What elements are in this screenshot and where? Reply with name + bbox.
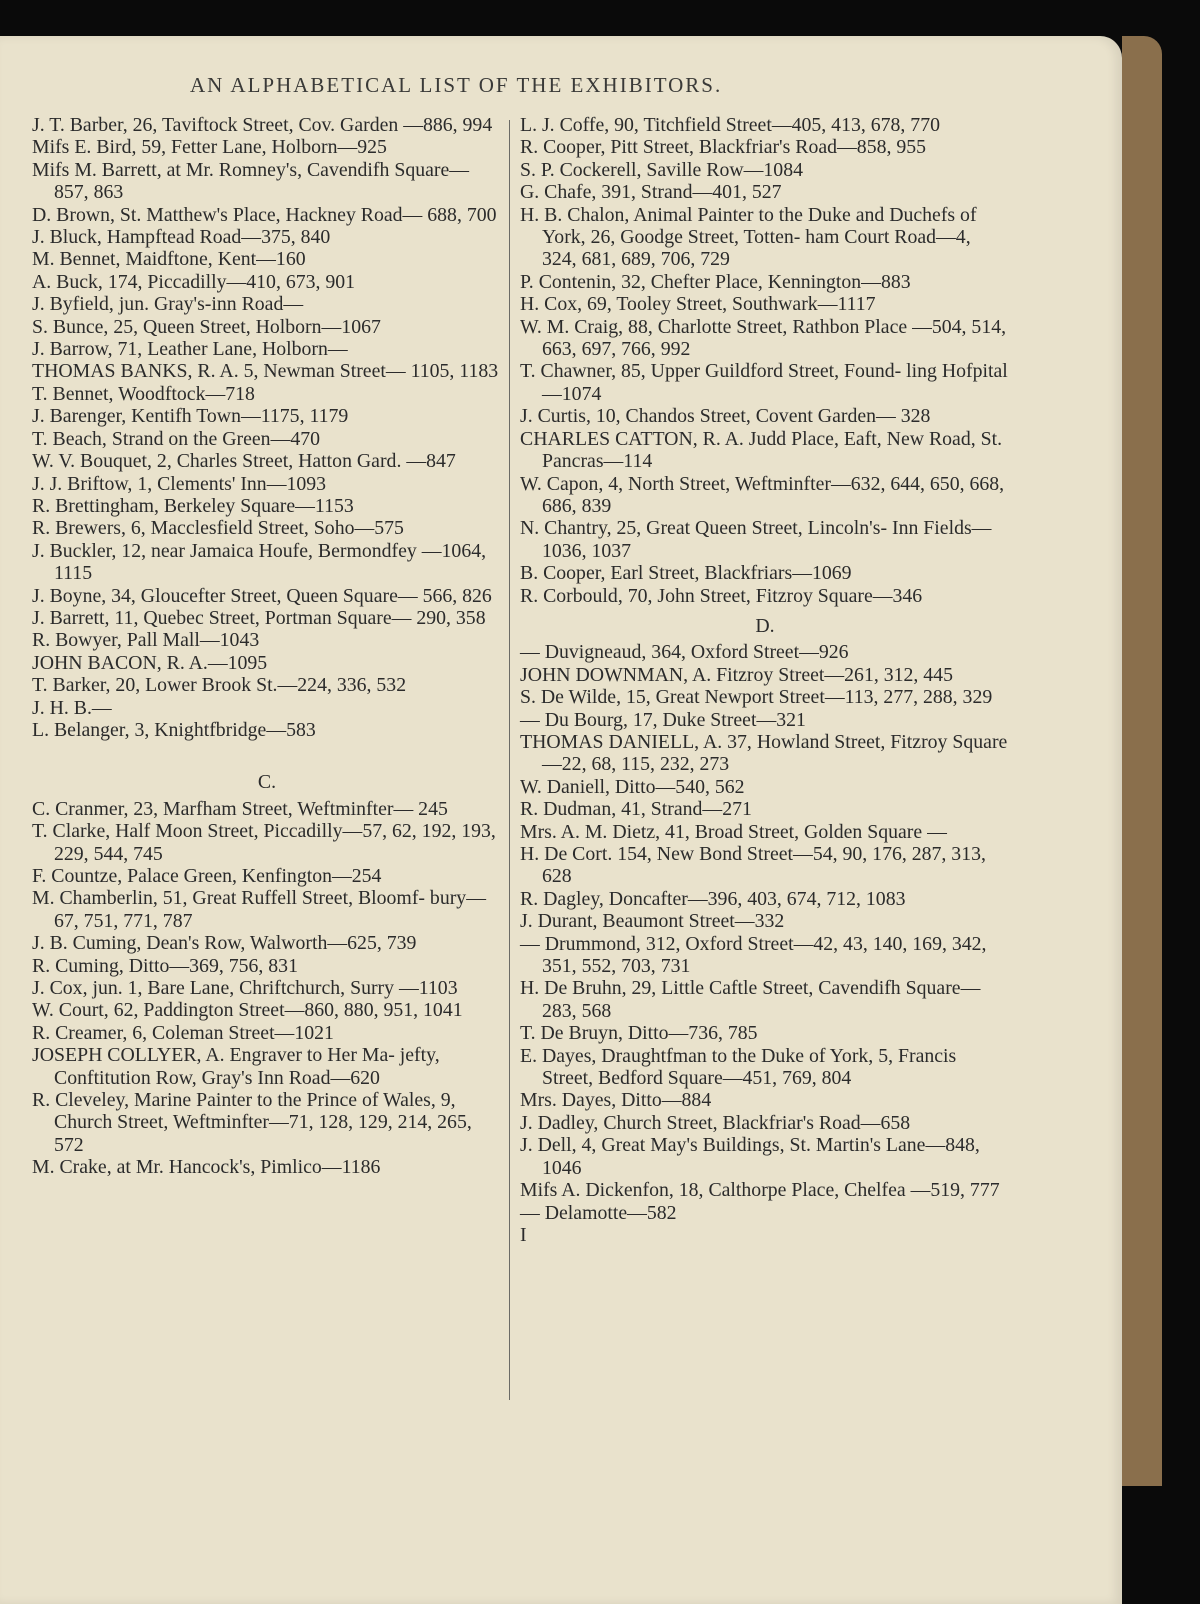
exhibitor-entry: R. Dagley, Doncafter—396, 403, 674, 712, 1083 [520, 887, 906, 910]
column-divider [509, 120, 510, 1400]
exhibitor-entry: W. V. Bouquet, 2, Charles Street, Hatton Gard. —847 [32, 450, 456, 473]
exhibitor-entry: M. Bennet, Maidftone, Kent—160 [32, 248, 306, 271]
exhibitor-entry: R. Cleveley, Marine Painter to the Prince of Wales, 9, Church Street, Weftminfter—71, 128, 129, 214, 265, 572 [32, 1089, 472, 1156]
exhibitor-entry: — Du Bourg, 17, Duke Street—321 [520, 708, 806, 731]
exhibitor-entry: J. Barrett, 11, Quebec Street, Portman Square— 290, 358 [32, 606, 486, 629]
exhibitor-entry: J. Dell, 4, Great May's Buildings, St. Martin's Lane—848, 1046 [520, 1134, 980, 1179]
exhibitor-entry: J. H. B.— [32, 696, 112, 719]
exhibitor-entry: THOMAS BANKS, R. A. 5, Newman Street— 1105, 1183 [32, 360, 499, 383]
exhibitor-entry: T. Bennet, Woodftock—718 [32, 382, 255, 405]
exhibitor-entry: J. Buckler, 12, near Jamaica Houfe, Bermondfey —1064, 1115 [32, 539, 487, 585]
exhibitor-entry: L. J. Coffe, 90, Titchfield Street—405, 413, 678, 770 [520, 114, 940, 136]
exhibitor-entry: J. B. Cuming, Dean's Row, Walworth—625, 739 [32, 932, 417, 955]
exhibitor-entry: H. B. Chalon, Animal Painter to the Duke and Duchefs of York, 26, Goodge Street, Totten- ham Court Road—4, 324, 681, 689, 706, 729 [520, 203, 977, 271]
exhibitor-entry: R. Brettingham, Berkeley Square—1153 [32, 494, 354, 517]
book-cover-edge [1122, 36, 1162, 1486]
exhibitor-entry: S. De Wilde, 15, Great Newport Street—113, 277, 288, 329 [520, 686, 993, 709]
exhibitor-entry: Mifs E. Bird, 59, Fetter Lane, Holborn—925 [32, 136, 387, 159]
exhibitor-entry: F. Countze, Palace Green, Kenfington—254 [32, 865, 382, 887]
exhibitor-entry: H. De Bruhn, 29, Little Caftle Street, Cavendifh Square—283, 568 [520, 977, 981, 1022]
exhibitor-entry: P. Contenin, 32, Chefter Place, Kennington—883 [520, 270, 911, 293]
exhibitor-entry: T. De Bruyn, Ditto—736, 785 [520, 1022, 758, 1045]
exhibitor-entry: I [520, 1223, 527, 1246]
exhibitor-entry: J. Dadley, Church Street, Blackfriar's Road—658 [520, 1111, 911, 1134]
section-letter-heading: C. [257, 771, 277, 794]
exhibitor-entry: W. Capon, 4, North Street, Weftminfter—632, 644, 650, 668, 686, 839 [520, 472, 1005, 517]
exhibitor-entry: R. Creamer, 6, Coleman Street—1021 [32, 1021, 334, 1044]
exhibitor-entry: — Delamotte—582 [520, 1201, 677, 1224]
exhibitor-entry: C. Cranmer, 23, Marfham Street, Weftminfter— 245 [32, 797, 448, 820]
exhibitor-entry: E. Dayes, Draughtfman to the Duke of York, 5, Francis Street, Bedford Square—451, 769, 804 [520, 1044, 957, 1090]
spacer [32, 741, 502, 763]
exhibitor-entry: T. Clarke, Half Moon Street, Piccadilly—57, 62, 192, 193, 229, 544, 745 [32, 820, 496, 865]
page-header: AN ALPHABETICAL LIST OF THE EXHIBITORS. [190, 73, 723, 97]
exhibitor-entry: S. Bunce, 25, Queen Street, Holborn—1067 [32, 315, 381, 338]
exhibitor-entry: CHARLES CATTON, R. A. Judd Place, Eaft, New Road, St. Pancras—114 [520, 427, 1003, 473]
exhibitor-entry: — Duvigneaud, 364, Oxford Street—926 [520, 641, 849, 664]
exhibitor-entry: Mrs. Dayes, Ditto—884 [520, 1089, 712, 1112]
right-column [520, 114, 1010, 1246]
exhibitor-entry: G. Chafe, 391, Strand—401, 527 [520, 181, 782, 204]
exhibitor-entry: D. Brown, St. Matthew's Place, Hackney Road— 688, 700 [32, 203, 497, 226]
exhibitor-entry: — Drummond, 312, Oxford Street—42, 43, 140, 169, 342, 351, 552, 703, 731 [520, 932, 987, 978]
exhibitor-entry: R. Corbould, 70, John Street, Fitzroy Square—346 [520, 584, 923, 607]
exhibitor-entry: JOHN DOWNMAN, A. Fitzroy Street—261, 312, 445 [520, 663, 953, 686]
exhibitor-entry: T. Beach, Strand on the Green—470 [32, 427, 321, 450]
exhibitor-entry: S. P. Cockerell, Saville Row—1084 [520, 158, 803, 181]
exhibitor-entry: Mifs A. Dickenfon, 18, Calthorpe Place, Chelfea —519, 777 [520, 1179, 1000, 1202]
exhibitor-entry: THOMAS DANIELL, A. 37, Howland Street, Fitzroy Square—22, 68, 115, 232, 273 [520, 730, 1008, 776]
left-column [32, 114, 502, 1179]
exhibitor-entry: M. Crake, at Mr. Hancock's, Pimlico—1186 [32, 1156, 381, 1179]
exhibitor-entry: R. Bowyer, Pall Mall—1043 [32, 629, 260, 652]
exhibitor-entry: W. Daniell, Ditto—540, 562 [520, 775, 745, 798]
exhibitor-entry: W. M. Craig, 88, Charlotte Street, Rathbon Place —504, 514, 663, 697, 766, 992 [520, 315, 1007, 361]
exhibitor-entry: Mifs M. Barrett, at Mr. Romney's, Cavendifh Square—857, 863 [32, 158, 470, 204]
exhibitor-entry: T. Barker, 20, Lower Brook St.—224, 336, 532 [32, 674, 407, 697]
exhibitor-entry: M. Chamberlin, 51, Great Ruffell Street, Bloomf- bury—67, 751, 771, 787 [32, 887, 486, 932]
exhibitor-entry: J. Bluck, Hampftead Road—375, 840 [32, 226, 331, 249]
exhibitor-entry: T. Chawner, 85, Upper Guildford Street, Found- ling Hofpital—1074 [520, 360, 1008, 405]
exhibitor-entry: JOSEPH COLLYER, A. Engraver to Her Ma- jefty, Conftitution Row, Gray's Inn Road—620 [32, 1044, 440, 1089]
exhibitor-entry: J. Durant, Beaumont Street—332 [520, 910, 785, 933]
exhibitor-entry: H. Cox, 69, Tooley Street, Southwark—1117 [520, 293, 876, 316]
exhibitor-entry: R. Brewers, 6, Macclesfield Street, Soho—575 [32, 517, 404, 540]
exhibitor-entry: B. Cooper, Earl Street, Blackfriars—1069 [520, 562, 852, 585]
exhibitor-entry: J. T. Barber, 26, Taviftock Street, Cov. Garden —886, 994 [32, 114, 493, 136]
exhibitor-entry: W. Court, 62, Paddington Street—860, 880, 951, 1041 [32, 999, 463, 1022]
exhibitor-entry: J. Barenger, Kentifh Town—1175, 1179 [32, 405, 349, 428]
exhibitor-entry: Mrs. A. M. Dietz, 41, Broad Street, Golden Square — [520, 820, 947, 843]
exhibitor-entry: J. Byfield, jun. Gray's-inn Road— [32, 293, 304, 316]
exhibitor-entry: H. De Cort. 154, New Bond Street—54, 90, 176, 287, 313, 628 [520, 843, 986, 888]
exhibitor-entry: N. Chantry, 25, Great Queen Street, Lincoln's- Inn Fields—1036, 1037 [520, 517, 992, 562]
exhibitor-entry: J. J. Briftow, 1, Clements' Inn—1093 [32, 472, 327, 495]
exhibitor-entry: L. Belanger, 3, Knightfbridge—583 [32, 718, 316, 741]
exhibitor-entry: JOHN BACON, R. A.—1095 [32, 651, 268, 674]
section-letter-heading: D. [755, 614, 775, 637]
exhibitor-entry: J. Curtis, 10, Chandos Street, Covent Garden— 328 [520, 405, 931, 428]
exhibitor-entry: J. Cox, jun. 1, Bare Lane, Chriftchurch, Surry —1103 [32, 977, 458, 1000]
exhibitor-entry: R. Dudman, 41, Strand—271 [520, 798, 752, 821]
exhibitor-entry: A. Buck, 174, Piccadilly—410, 673, 901 [32, 270, 356, 293]
exhibitor-entry: J. Barrow, 71, Leather Lane, Holborn— [32, 338, 348, 361]
exhibitor-entry: R. Cooper, Pitt Street, Blackfriar's Road—858, 955 [520, 136, 927, 159]
exhibitor-entry: J. Boyne, 34, Gloucefter Street, Queen Square— 566, 826 [32, 584, 492, 607]
exhibitor-entry: R. Cuming, Ditto—369, 756, 831 [32, 954, 298, 977]
